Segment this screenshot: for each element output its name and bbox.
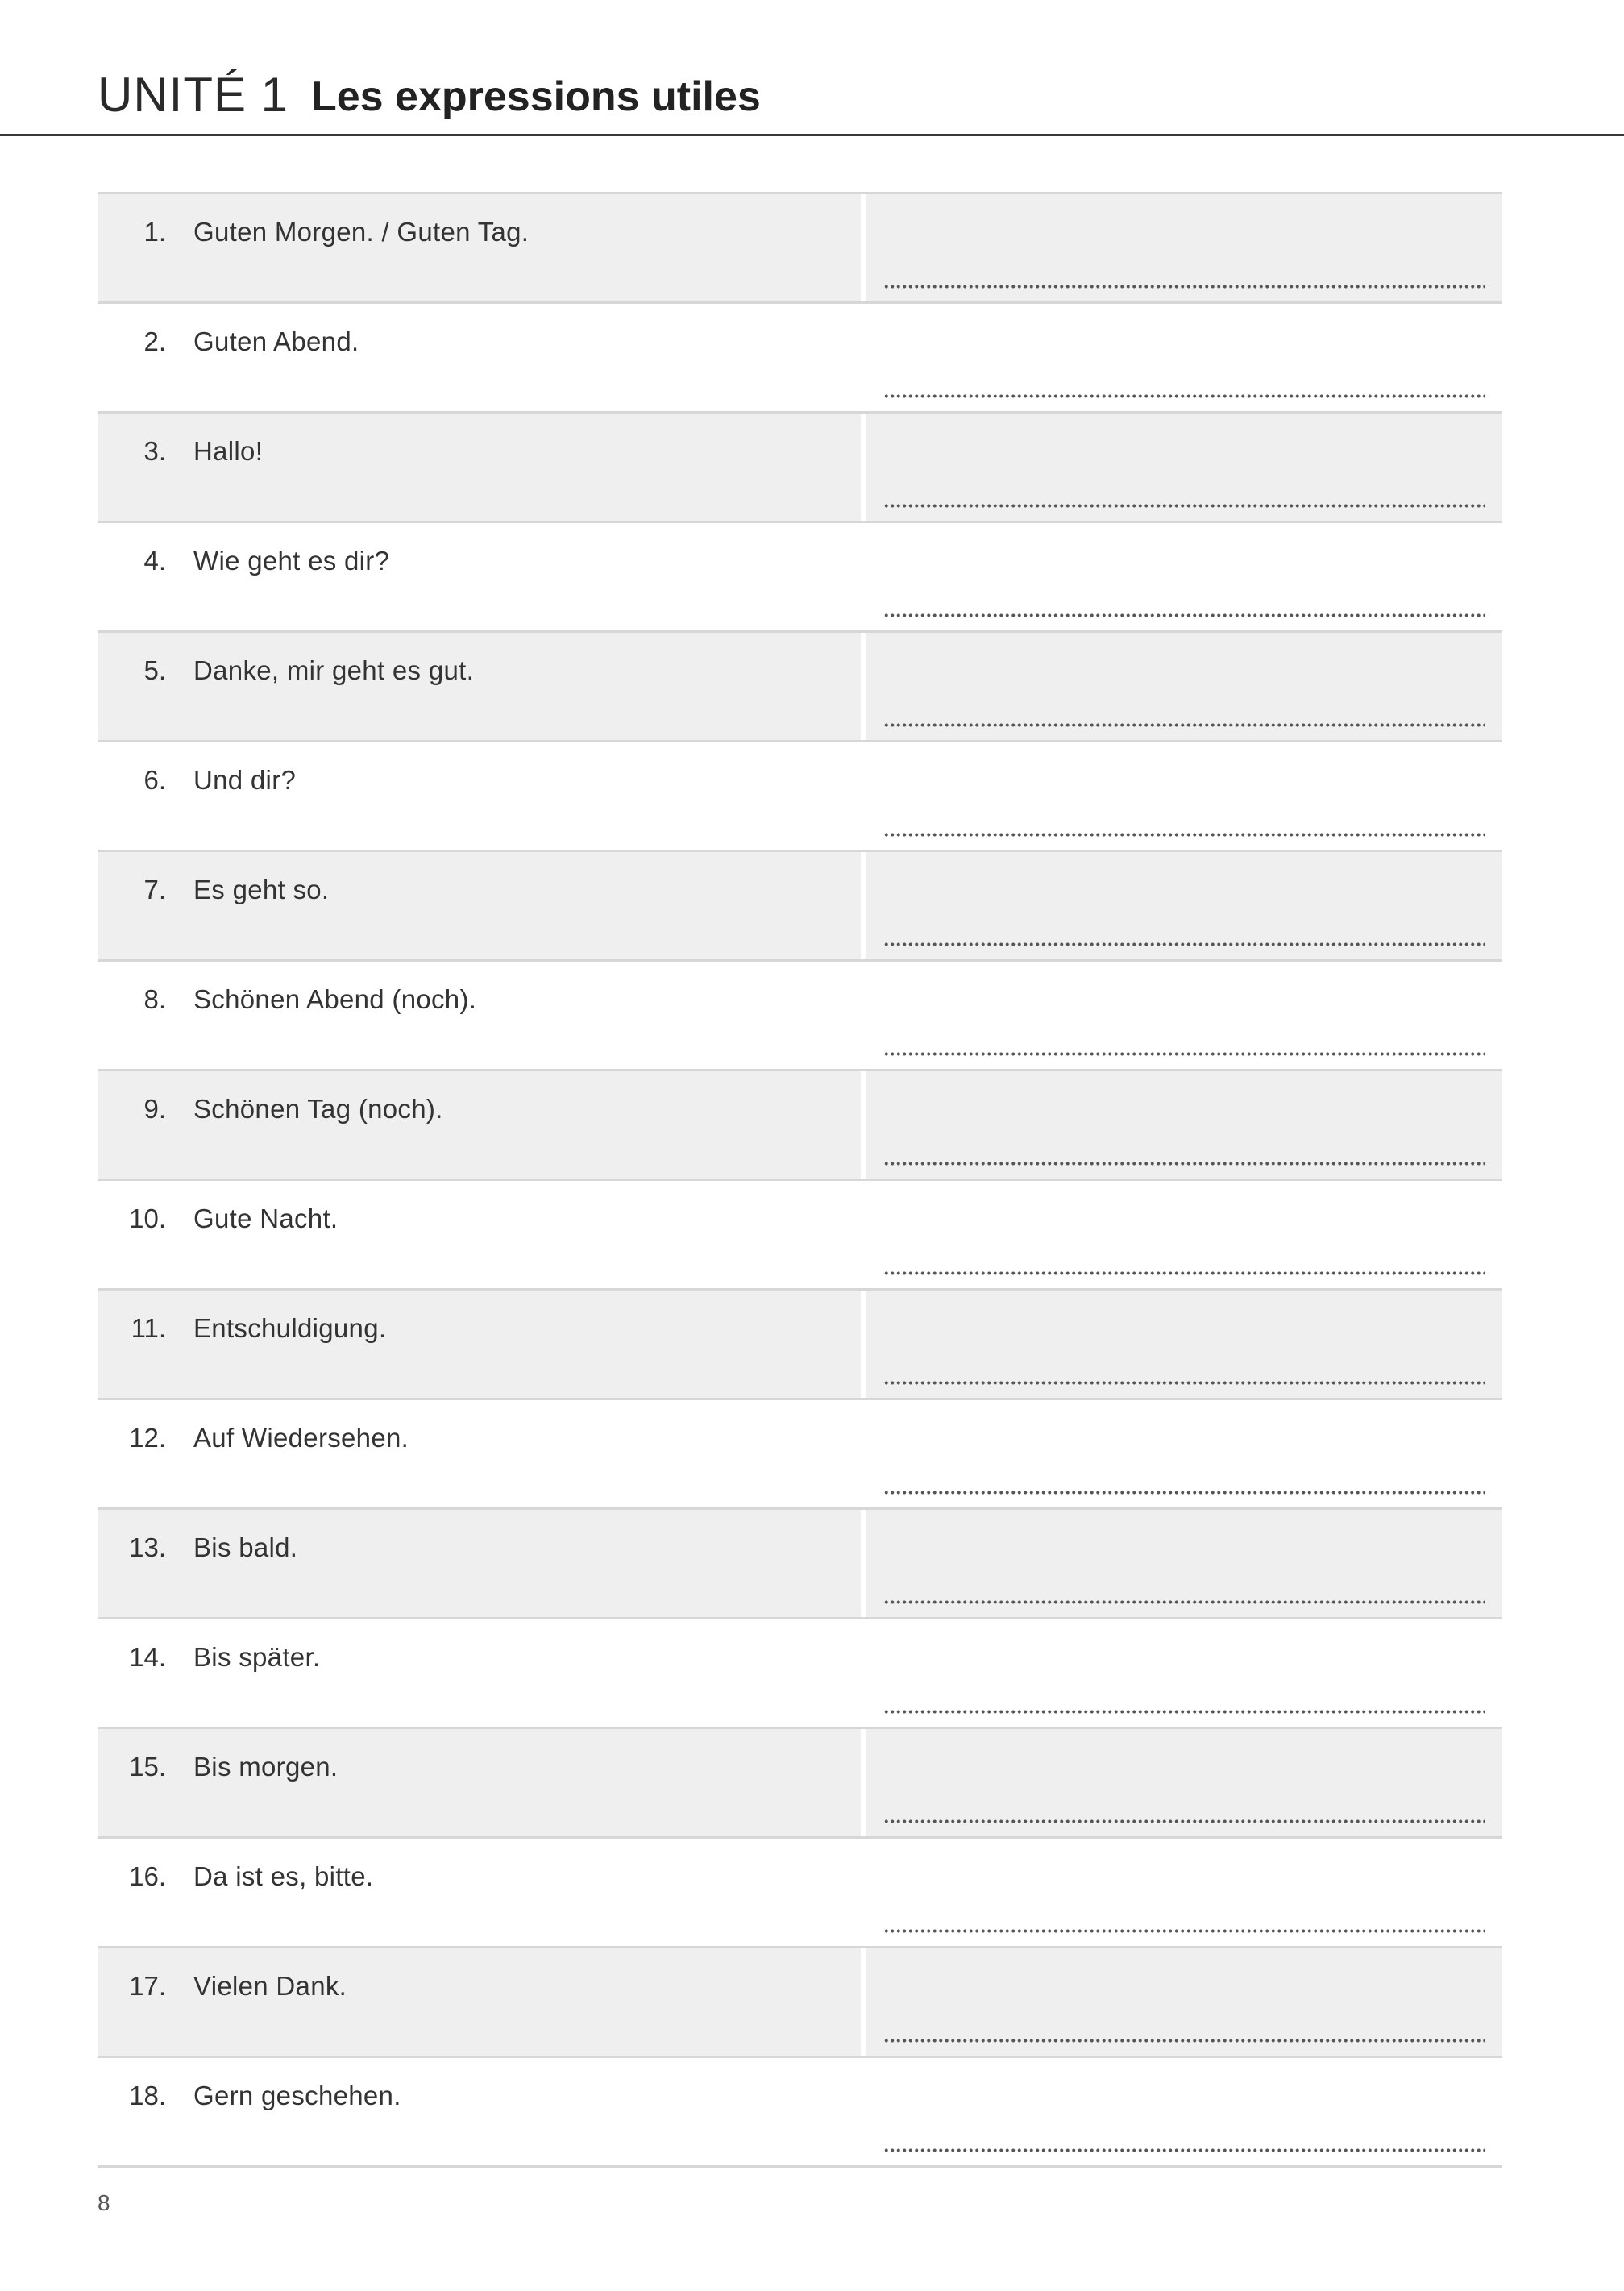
answer-blank <box>883 1819 1485 1823</box>
row-number: 12. <box>129 1423 166 1453</box>
answer-blank <box>883 504 1485 508</box>
answer-blank <box>883 1710 1485 1714</box>
answer-blank <box>883 1162 1485 1166</box>
german-phrase: Da ist es, bitte. <box>193 1861 374 1891</box>
german-phrase: Hallo! <box>193 436 264 466</box>
row-number: 7. <box>143 875 166 904</box>
answer-blank <box>883 1052 1485 1056</box>
unit-label: UNITÉ 1 <box>98 68 289 122</box>
table-row <box>98 962 1502 1071</box>
german-phrase: Gute Nacht. <box>193 1204 339 1233</box>
row-number: 17. <box>129 1971 166 2001</box>
german-phrase: Bis später. <box>193 1642 321 1672</box>
row-number: 3. <box>143 436 166 466</box>
row-number: 8. <box>143 984 166 1014</box>
answer-blank <box>883 613 1485 617</box>
row-number: 16. <box>129 1861 166 1891</box>
answer-blank <box>883 285 1485 289</box>
table-row <box>98 1291 1502 1400</box>
answer-blank <box>883 1600 1485 1604</box>
table-row <box>98 2058 1502 2168</box>
german-phrase: Vielen Dank. <box>193 1971 347 2001</box>
table-row <box>98 742 1502 852</box>
german-phrase: Wie geht es dir? <box>193 546 390 576</box>
answer-blank <box>883 1381 1485 1385</box>
german-phrase: Und dir? <box>193 765 297 795</box>
row-number: 14. <box>129 1642 166 1672</box>
german-phrase: Es geht so. <box>193 875 330 904</box>
row-number: 15. <box>129 1752 166 1782</box>
german-phrase: Guten Abend. <box>193 326 359 356</box>
table-row <box>98 194 1502 304</box>
answer-blank <box>883 1491 1485 1495</box>
german-phrase: Auf Wiedersehen. <box>193 1423 409 1453</box>
row-number: 4. <box>143 546 166 576</box>
row-number: 11. <box>131 1313 166 1343</box>
expressions-table <box>98 192 1502 2168</box>
table-row <box>98 852 1502 962</box>
row-number: 1. <box>143 217 166 247</box>
table-row <box>98 1948 1502 2058</box>
german-phrase: Bis bald. <box>193 1532 298 1562</box>
table-row <box>98 1071 1502 1181</box>
table-row <box>98 523 1502 633</box>
table-row <box>98 1181 1502 1291</box>
answer-blank <box>883 942 1485 946</box>
german-phrase: Entschuldigung. <box>193 1313 387 1343</box>
table-row <box>98 633 1502 742</box>
answer-blank <box>883 2039 1485 2043</box>
table-row <box>98 1510 1502 1620</box>
row-number: 13. <box>129 1532 166 1562</box>
page-number: 8 <box>98 2190 110 2215</box>
answer-blank <box>883 833 1485 837</box>
answer-blank <box>883 1271 1485 1275</box>
german-phrase: Danke, mir geht es gut. <box>193 655 475 685</box>
answer-blank <box>883 723 1485 727</box>
table-row <box>98 1620 1502 1729</box>
page-header <box>0 0 1624 136</box>
german-phrase: Bis morgen. <box>193 1752 339 1782</box>
row-number: 9. <box>143 1094 166 1124</box>
german-phrase: Schönen Abend (noch). <box>193 984 477 1014</box>
row-number: 5. <box>143 655 166 685</box>
row-number: 6. <box>143 765 166 795</box>
answer-blank <box>883 1929 1485 1933</box>
answer-blank <box>883 394 1485 398</box>
answer-blank <box>883 2148 1485 2152</box>
german-phrase: Gern geschehen. <box>193 2081 401 2110</box>
table-row <box>98 414 1502 523</box>
row-number: 10. <box>129 1204 166 1233</box>
german-phrase: Guten Morgen. / Guten Tag. <box>193 217 530 247</box>
table-row <box>98 1400 1502 1510</box>
table-row <box>98 1729 1502 1839</box>
row-number: 2. <box>143 326 166 356</box>
table-row <box>98 1839 1502 1948</box>
table-row <box>98 304 1502 414</box>
german-phrase: Schönen Tag (noch). <box>193 1094 443 1124</box>
row-number: 18. <box>129 2081 166 2110</box>
page-title: Les expressions utiles <box>311 73 761 120</box>
